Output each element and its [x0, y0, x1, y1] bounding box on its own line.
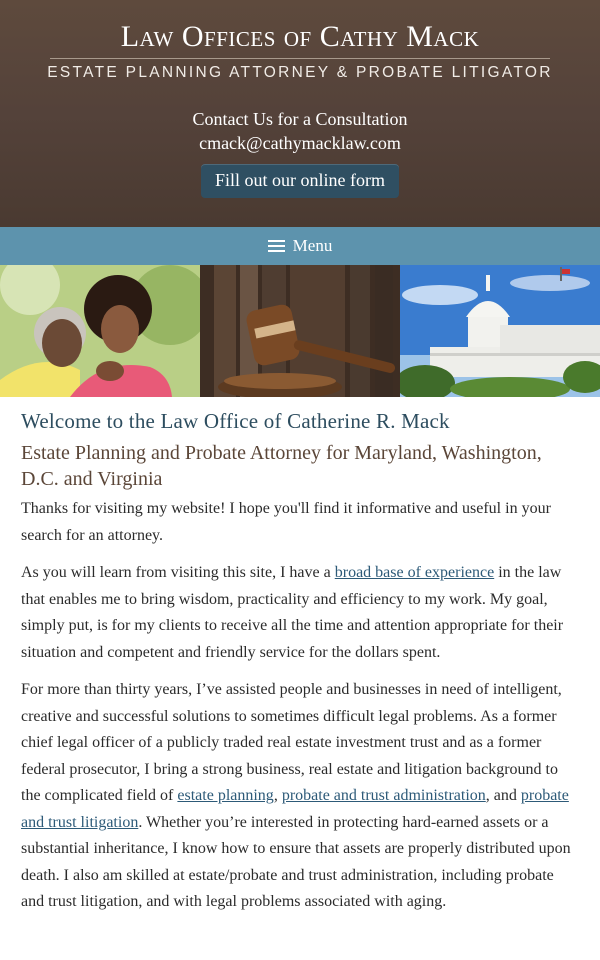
gavel-photo: [200, 265, 400, 397]
family-photo: [0, 265, 200, 397]
paragraph-text: As you will learn from visiting this site, I have a: [21, 564, 335, 581]
page-subtitle: Estate Planning and Probate Attorney for Maryland, Washington, D.C. and Virginia: [21, 442, 542, 490]
paragraph-text: For more than thirty years, I’ve assisted people and businesses in need of intelligent, creative and successful solutions to sometimes difficult legal problems. As a former chief legal officer of a publicly traded real estate investment trust and as a former federal prosecutor, I bring a strong business, real estate and litigation background to the complicated field of: [21, 681, 562, 804]
experience-link[interactable]: broad base of experience: [334, 564, 495, 581]
hamburger-icon: [268, 240, 285, 252]
background-paragraph: [21, 677, 580, 916]
page-title: Welcome to the Law Office of Catherine R. Mack: [21, 409, 450, 433]
title-divider: [50, 58, 550, 59]
site-header: [0, 0, 600, 227]
capitol-photo: [400, 265, 600, 397]
online-form-button[interactable]: Fill out our online form: [201, 164, 399, 198]
hero-image-strip: [0, 265, 600, 397]
contact-email-link[interactable]: cmack@cathymacklaw.com: [199, 133, 401, 153]
site-title[interactable]: Law Offices of Cathy Mack: [120, 20, 480, 53]
menu-toggle[interactable]: [0, 227, 600, 265]
main-content: [0, 397, 600, 916]
site-tagline: ESTATE PLANNING ATTORNEY & PROBATE LITIGATOR: [47, 64, 553, 81]
contact-heading: Contact Us for a Consultation: [192, 109, 408, 129]
estate-planning-link[interactable]: estate planning: [177, 787, 274, 804]
paragraph-text: , and: [485, 787, 521, 804]
experience-paragraph: [21, 560, 580, 666]
menu-label: Menu: [292, 236, 333, 255]
paragraph-text: . Whether you’re interested in protecting hard-earned assets or a substantial inheritance, I know how to ensure that assets are properly distributed upon death. I also am skilled at estate/probate and trust administration, including probate and trust litigation, and with legal problems associated with aging.: [21, 813, 571, 910]
probate-administration-link[interactable]: probate and trust administration: [281, 787, 486, 804]
paragraph-text: ,: [273, 787, 282, 804]
paragraph-text: in the law that enables me to bring wisdom, practicality and efficiency to my work. My goal, simply put, is for my clients to receive all the time and attention appropriate for their situation and competent and friendly service for the dollars spent.: [21, 564, 564, 661]
intro-paragraph: Thanks for visiting my website! I hope you'll find it informative and useful in your search for an attorney.: [21, 500, 551, 544]
probate-litigation-link[interactable]: probate and trust litigation: [21, 787, 569, 831]
